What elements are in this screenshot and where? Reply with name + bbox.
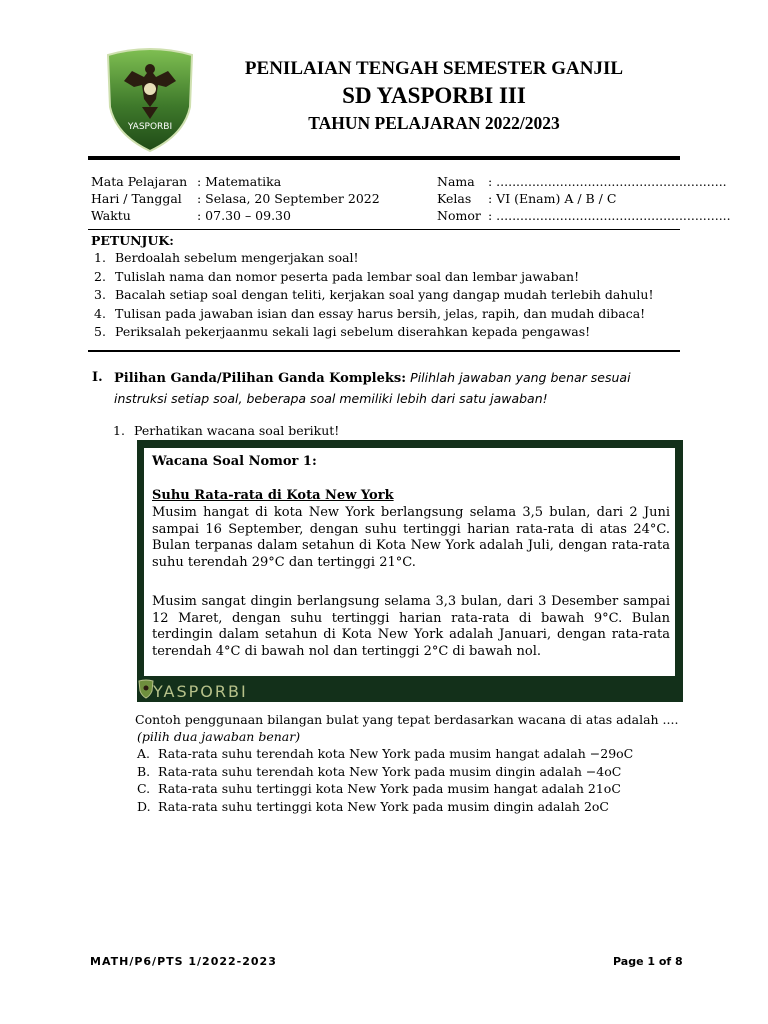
answer-option-c[interactable]: C. Rata-rata suhu tertinggi kota New York pada musim hangat adalah 21oC (137, 781, 621, 796)
passage-brand: YASPORBI (153, 682, 248, 701)
subject-value: : Matematika (197, 174, 282, 189)
passage-title: Wacana Soal Nomor 1: (152, 454, 317, 469)
answer-option-a[interactable]: A. Rata-rata suhu terendah kota New York pada musim hangat adalah −29oC (137, 746, 634, 761)
question-number: 1. (113, 423, 125, 438)
list-item: 4. Tulisan pada jawaban isian dan essay harus bersih, jelas, rapih, dan mudah dibaca! (94, 305, 646, 321)
list-item: 1. Berdoalah sebelum mengerjakan soal! (94, 250, 359, 265)
instructions-title: PETUNJUK: (91, 233, 174, 248)
list-item: 2. Tulislah nama dan nomor peserta pada lembar soal dan lembar jawaban! (94, 268, 580, 284)
date-label: Hari / Tanggal (91, 191, 182, 206)
class-value: : VI (Enam) A / B / C (488, 191, 617, 206)
answer-option-b[interactable]: B. Rata-rata suhu terendah kota New York pada musim dingin adalah −4oC (137, 764, 622, 779)
answer-option-d[interactable]: D. Rata-rata suhu tertinggi kota New York pada musim dingin adalah 2oC (137, 799, 610, 814)
name-label: Nama (437, 174, 475, 189)
header-academic-year: TAHUN PELAJARAN 2022/2023 (308, 113, 560, 133)
question-intro: Perhatikan wacana soal berikut! (134, 423, 340, 438)
number-label: Nomor (437, 208, 481, 223)
section-heading (114, 368, 680, 410)
section-title: Pilihan Ganda/Pilihan Ganda Kompleks: (114, 371, 407, 386)
name-field: : .......................................................... (488, 174, 727, 189)
passage-paragraph-2: Musim sangat dingin berlangsung selama 3,3 bulan, dari 3 Desember sampai 12 Maret, dengan suhu tertinggi harian rata-rata di bawah 9°C. Bulan terdingin dalam setahun di Kota New York adalah Januari, dengan rata-rata terendah 4°C di bawah nol dan tertinggi 2°C di bawah nol. (152, 594, 670, 659)
subject-label: Mata Pelajaran (91, 174, 188, 189)
logo-text: YASPORBI (127, 122, 173, 132)
passage-paragraph-1: Musim hangat di kota New York berlangsung selama 3,5 bulan, dari 2 Juni sampai 16 September, dengan suhu tertinggi harian rata-rata di atas 24°C. Bulan terpanas dalam setahun di Kota New York adalah Juli, dengan rata-rata suhu terendah 29°C dan tertinggi 21°C. (152, 505, 670, 570)
header-title-1: PENILAIAN TENGAH SEMESTER GANJIL (244, 58, 624, 79)
section-number: I. (92, 370, 103, 385)
header-school-name: SD YASPORBI III (342, 83, 526, 108)
school-logo (104, 47, 196, 153)
page-number: Page 1 of 8 (613, 955, 683, 968)
document-code: MATH/P6/PTS 1/2022-2023 (90, 955, 277, 968)
list-item: 3. Bacalah setiap soal dengan teliti, kerjakan soal yang dangap mudah terlebih dahulu! (94, 287, 654, 303)
header-divider (88, 156, 680, 160)
time-label: Waktu (91, 208, 131, 223)
info-divider (88, 229, 680, 230)
date-value: : Selasa, 20 September 2022 (197, 191, 380, 206)
question-note: (pilih dua jawaban benar) (137, 729, 301, 744)
class-label: Kelas (437, 191, 472, 206)
instructions-list (94, 250, 684, 343)
section-instruction: Pilihlah jawaban yang benar sesuai instruksi setiap soal, beberapa soal memiliki lebih dari satu jawaban! (114, 370, 631, 406)
passage-subtitle: Suhu Rata-rata di Kota New York (152, 488, 394, 503)
list-item: 5. Periksalah pekerjaanmu sekali lagi sebelum diserahkan kepada pengawas! (94, 324, 591, 340)
time-value: : 07.30 – 09.30 (197, 208, 291, 223)
question-stem: Contoh penggunaan bilangan bulat yang tepat berdasarkan wacana di atas adalah .... (135, 712, 679, 727)
number-field: : ........................................................... (488, 208, 731, 223)
instructions-divider (88, 350, 680, 352)
